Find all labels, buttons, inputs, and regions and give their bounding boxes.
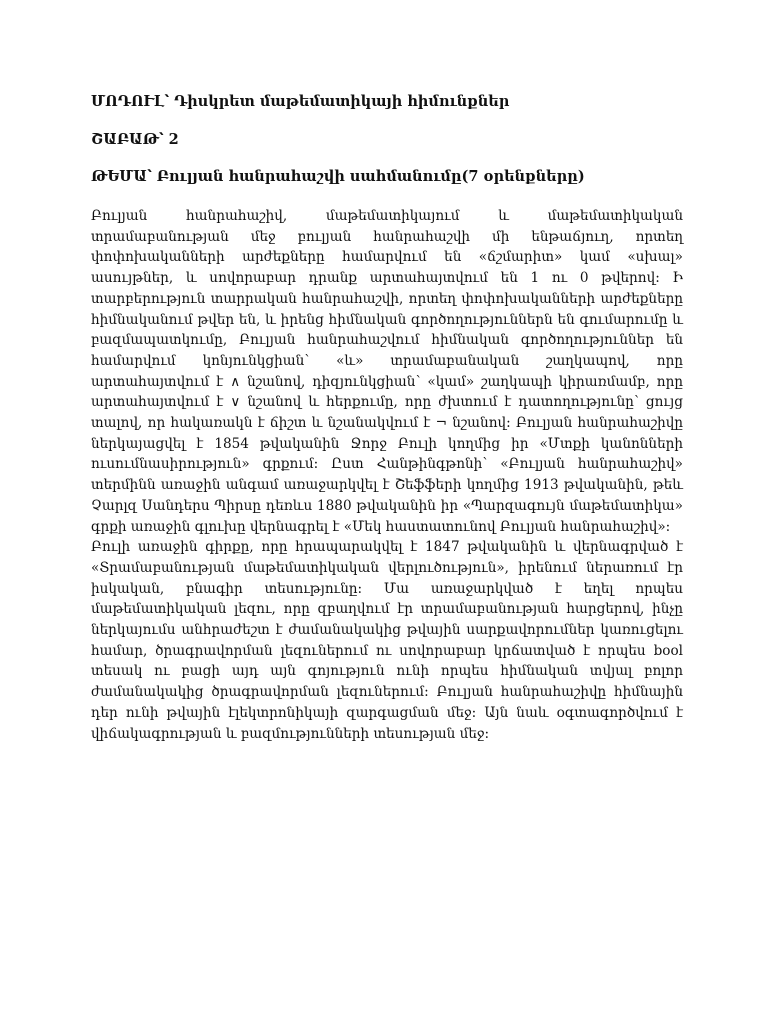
- week-heading: ՇԱԲԱԹ՝ 2: [91, 131, 179, 148]
- paragraph-1: Բուլյան հանրահաշիվ, մաթեմատիկայում և մաթեմատիկական տրամաբանության մեջ բուլյան հանրահաշվի մի ենթաճյուղ, որտեղ փոփոխականների արժեքները համարվում են «ճշմարիտ» կամ «սխալ» ասույթներ, և սովորաբար դրանք արտահայտվում են 1 ու 0 թվերով։ Ի տարբերություն տարրական հանրահաշվի, որտեղ փոփոխականների արժեքները հիմնականում թվեր են, և իրենց հիմնական գործողություններն են գումարումը և բազմապատկումը, Բուլյան հանրահաշվում հիմնական գործողություններ են համարվում կոնյունկցիան՝ «և» տրամաբանական շաղկապով, որը արտահայտվում է ∧ նշանով, դիզյունկցիան՝ «կամ» շաղկապի կիրառմամբ, որը արտահայտվում է ∨ նշանով և հերքումը, որը ժխտում է դատողությունը՝ ցույց տալով, որ հակառակն է ճիշտ և նշանակվում է ¬ նշանով։ Բուլյան հանրահաշիվը ներկայացվել է 1854 թվականին Ջորջ Բուլի կողմից իր «Մտքի կանոնների ուսումնասիրություն» գրքում։ Ըստ Հանթինգթոնի՝ «Բուլյան հանրահաշիվ» տերմինն առաջին անգամ առաջարկվել է Շեֆֆերի կողմից 1913 թվականին, թեև Չարլզ Սանդերս Պիրսը դեռևս 1880 թվականին իր «Պարզագույն մաթեմատիկա» գրքի առաջին գլուխը վերնագրել է «Մեկ հաստատունով Բուլյան հանրահաշիվ»։: [91, 208, 683, 535]
- topic-heading: ԹԵՄԱ՝ Բուլյան հանրահաշվի սահմանումը(7 օրենքները): [91, 168, 585, 185]
- body-text: [91, 206, 683, 744]
- module-heading: ՄՈԴՈՒԼ՝ Դիսկրետ մաթեմատիկայի հիմունքներ: [91, 93, 510, 110]
- paragraph-2: Բուլի առաջին գիրքը, որը հրապարակվել է 1847 թվականին և վերնագրված է «Տրամաբանության մաթեմատիկական վերլուծություն», իրենում ներառում էր իսկական, բնագիր տեսությունը։ Մա առաջարկված է եղել որպես մաթեմատիկական լեզու, որը զբաղվում էր տրամաբանության հարցերով, ինչը ներկայումս անհրաժեշտ է ժամանակակից թվային սարքավորումներ կառուցելու համար, ծրագրավորման լեզուներում ու սովորաբար կրճատված է որպես bool տեսակ ու բացի այդ այն գոյություն ունի որպես հիմնական տվյալ բոլոր ժամանակակից ծրագրավորման լեզուներում։ Բուլյան հանրահաշիվը հիմնային դեր ունի թվային էլեկտրոնիկայի զարգացման մեջ։ Այն նաև օգտագործվում է վիճակագրության և բազմությունների տեսության մեջ։: [91, 539, 683, 742]
